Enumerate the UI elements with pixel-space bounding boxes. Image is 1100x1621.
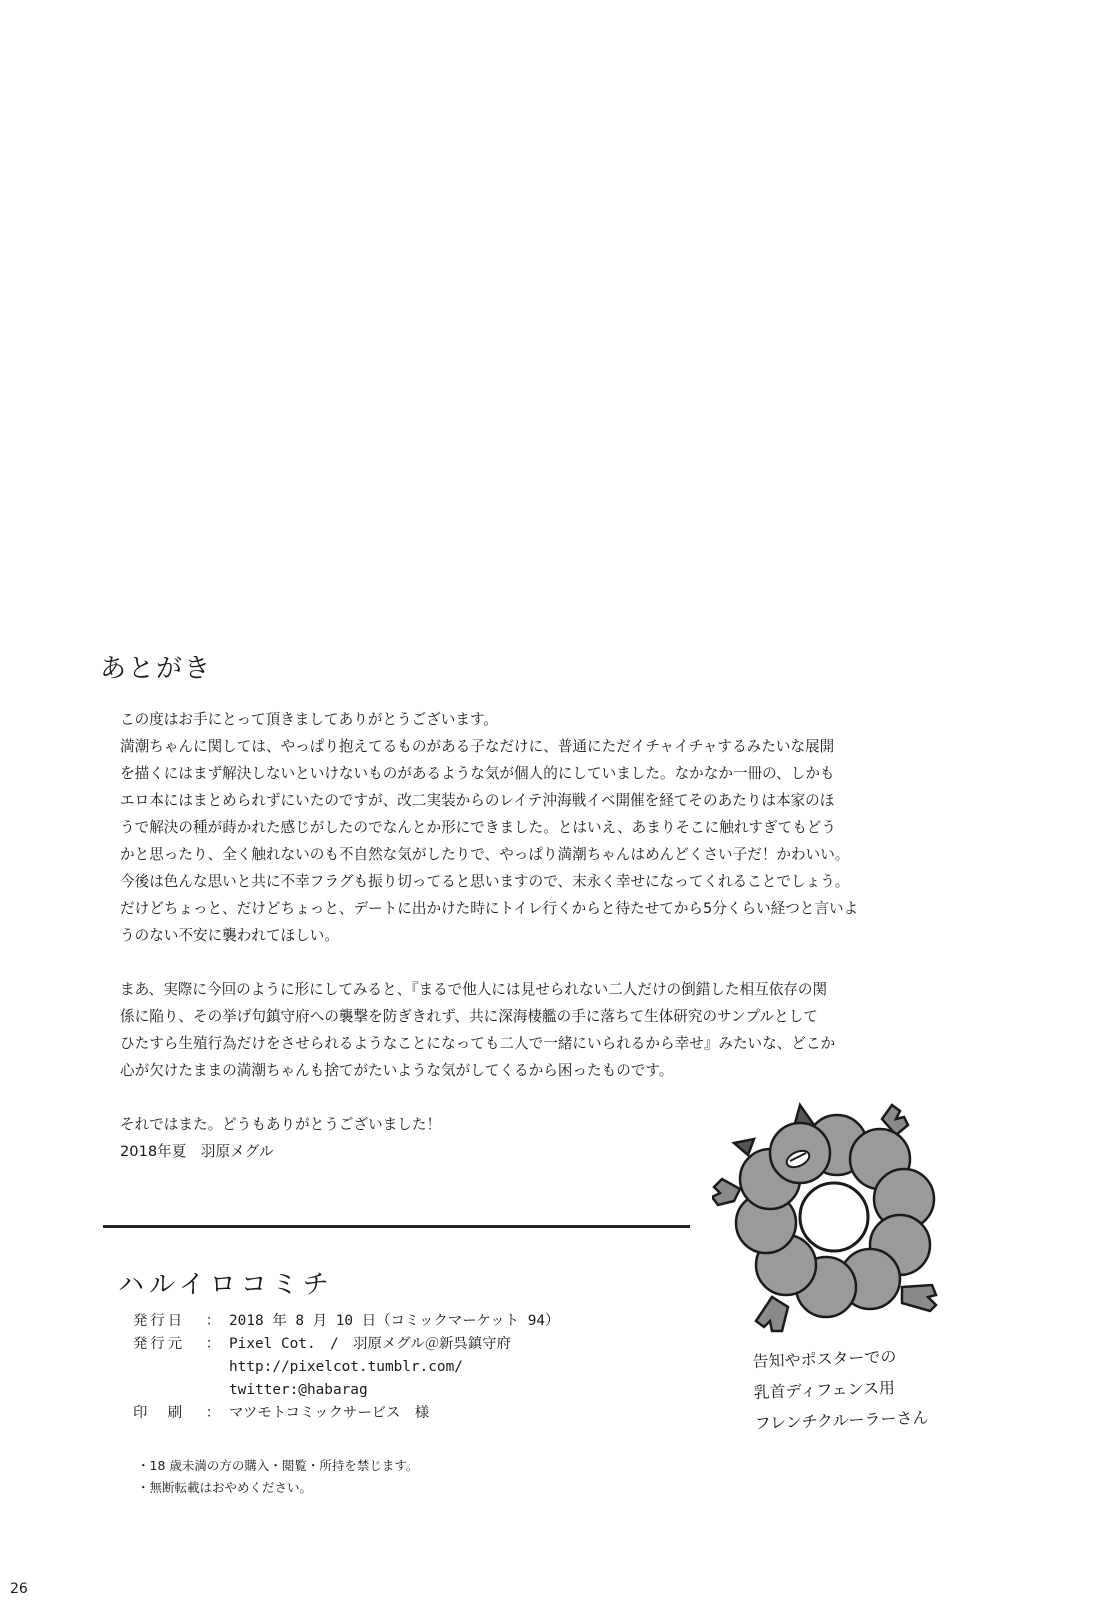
afterword-line: うで解決の種が蒔かれた感じがしたのでなんとか形にできました。とはいえ、あまりそこに触れすぎてもどう [120, 819, 836, 836]
illustration-caption [752, 1340, 929, 1439]
publisher-url: http://pixelcot.tumblr.com/ [229, 1359, 463, 1375]
afterword-line: を描くにはまず解決しないといけないものがあるような気が個人的にしていました。なかなか一冊の、しかも [120, 765, 835, 782]
spacer [201, 1356, 225, 1379]
leg-icon [756, 1297, 788, 1331]
caption-line: 告知やポスターでの [752, 1346, 897, 1371]
paragraph-gap [120, 949, 960, 976]
caption-line: 乳首ディフェンス用 [753, 1378, 896, 1402]
spacer [201, 1379, 225, 1402]
colophon-issue-date [133, 1310, 559, 1333]
afterword-signature: 2018年夏 羽原メグル [120, 1143, 274, 1160]
afterword-line: エロ本にはまとめられずにいたのですが、改二実装からのレイテ沖海戦イベ開催を経てそのあたりは本家のほ [120, 792, 835, 809]
afterword-line: 今後は色んな思いと共に不幸フラグも振り切ってると思いますので、末永く幸せになってくれることでしょう。 [120, 873, 850, 890]
printer-value: マツモトコミックサービス 様 [229, 1405, 430, 1421]
afterword-heading: あとがき [100, 654, 213, 684]
legal-note: ・18 歳未満の方の購入・閲覧・所持を禁じます。 [137, 1458, 419, 1473]
divider [103, 1225, 690, 1228]
afterword-line: 心が欠けたままの満潮ちゃんも捨てがたいような気がしてくるから困ったものです。 [120, 1062, 674, 1079]
afterword-line: うのない不安に襲われてほしい。 [120, 927, 339, 944]
afterword-line: だけどちょっと、だけどちょっと、デートに出かけた時にトイレ行くからと待たせてから5分くらい経つと言いよ [120, 900, 859, 917]
issue-date-value: 2018 年 8 月 10 日（コミックマーケット 94） [229, 1313, 560, 1329]
legal-notes [137, 1455, 418, 1499]
page-number: 26 [10, 1581, 28, 1597]
issue-date-label: 発行日 [133, 1313, 186, 1329]
arm-icon [712, 1179, 740, 1205]
book-title: ハルイロコミチ [118, 1270, 334, 1300]
afterword-line: 満潮ちゃんに関しては、やっぱり抱えてるものがある子なだけに、普通にただイチャイチャするみたいな展開 [120, 738, 835, 755]
spacer [133, 1356, 201, 1379]
afterword-line: この度はお手にとって頂きましてありがとうございます。 [120, 711, 498, 728]
legal-note: ・無断転載はおやめください。 [137, 1480, 313, 1495]
afterword-line: かと思ったり、全く触れないのも不自然な気がしたりで、やっぱり満潮ちゃんはめんどくさい子だ！かわいい。 [120, 846, 850, 863]
publisher-value: Pixel Cot. / 羽原メグル＠新呉鎮守府 [229, 1336, 511, 1352]
colophon-url-row [133, 1356, 559, 1379]
afterword-body [120, 706, 960, 1138]
colon: ： [205, 1405, 221, 1421]
donut-hole [800, 1183, 868, 1251]
afterword-line: 係に陥り、その挙げ句鎮守府への襲撃を防ぎきれず、共に深海棲艦の手に落ちて生体研究のサンプルとして [120, 1008, 818, 1025]
caption-line: フレンチクルーラーさん [754, 1407, 929, 1433]
afterword-line: まあ、実際に今回のように形にしてみると、『まるで他人には見せられない二人だけの倒錯した相互依存の関 [120, 981, 828, 998]
colophon-printer [133, 1402, 559, 1425]
colon: ： [205, 1313, 221, 1329]
colophon [133, 1310, 559, 1425]
afterword-closing: それではまた。どうもありがとうございました！ [120, 1116, 442, 1133]
colophon-publisher [133, 1333, 559, 1356]
colophon-twitter-row [133, 1379, 559, 1402]
publisher-twitter: twitter:@habarag [229, 1382, 368, 1398]
colon: ： [205, 1336, 221, 1352]
ear-icon [734, 1139, 754, 1155]
printer-label: 印 刷 [133, 1405, 186, 1421]
cruller-character-illustration [712, 1097, 962, 1347]
leg-icon [902, 1285, 936, 1311]
afterword-line: ひたすら生殖行為だけをさせられるようなことになっても二人で一緒にいられるから幸せ』みたいな、どこか [120, 1035, 836, 1052]
spacer [133, 1379, 201, 1402]
publisher-label: 発行元 [133, 1336, 186, 1352]
